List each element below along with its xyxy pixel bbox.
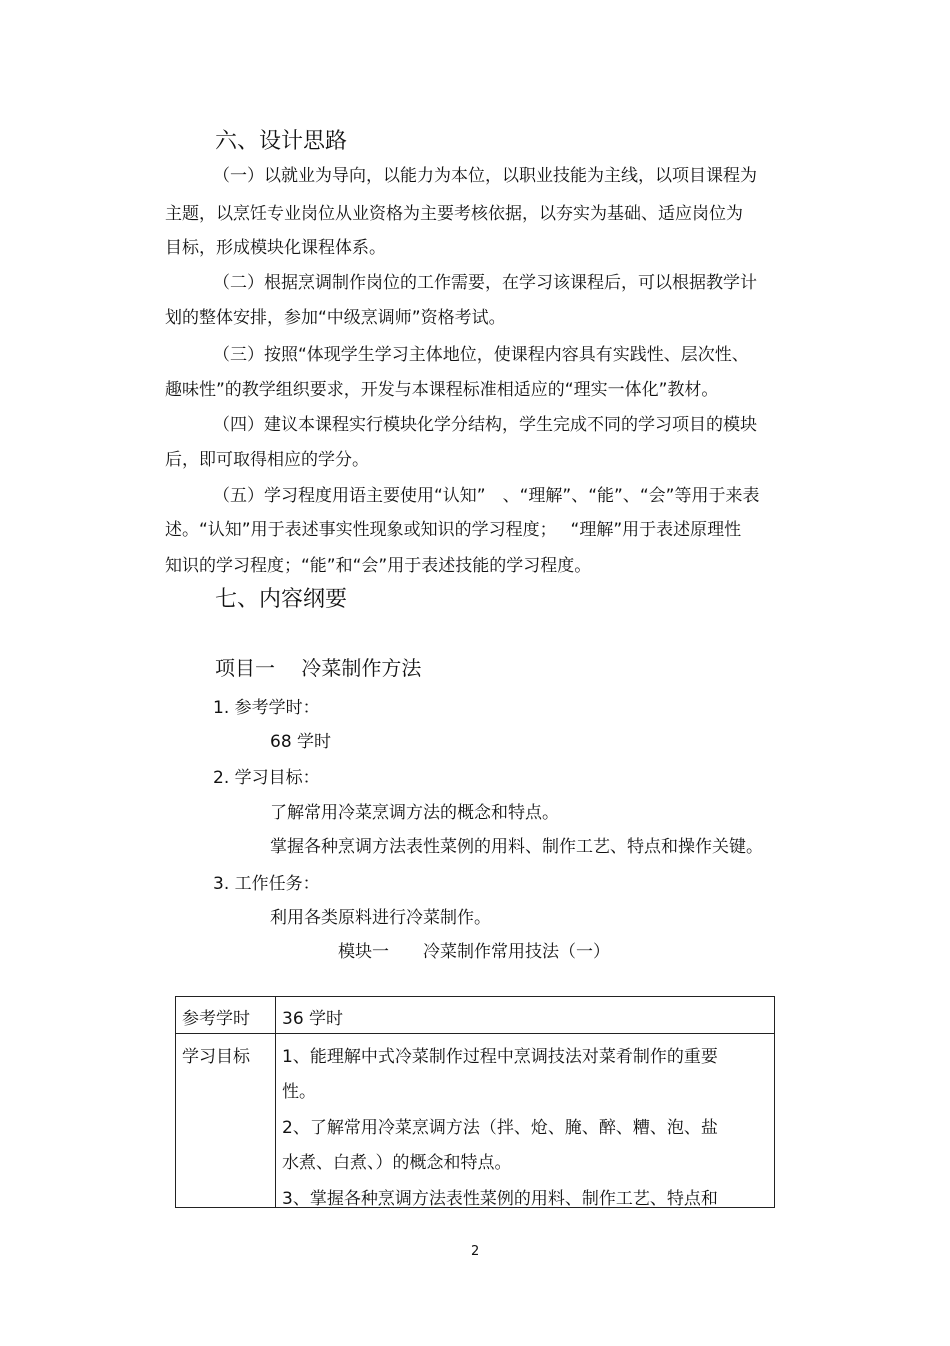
goals-label: 2. 学习目标： [213, 768, 320, 788]
ref-hours-label: 1. 参考学时： [213, 698, 320, 718]
page-number: 2 [471, 1244, 480, 1259]
goal-item: 掌握各种烹调方法表性菜例的用料、制作工艺、特点和操作关键。 [270, 837, 763, 857]
section7-title: 七、内容纲要 [215, 587, 348, 612]
table-divider [275, 997, 276, 1207]
table-row1-label: 参考学时 [182, 1009, 250, 1029]
paragraph-line: 趣味性”的教学组织要求，开发与本课程标准相适应的“理实一体化”教材。 [165, 380, 719, 400]
paragraph-line: 划的整体安排，参加“中级烹调师”资格考试。 [165, 308, 506, 328]
table-divider [176, 1033, 774, 1034]
paragraph-line: （三）按照“体现学生学习主体地位，使课程内容具有实践性、层次性、 [213, 345, 749, 365]
table-row2-line: 水煮、白煮、）的概念和特点。 [282, 1153, 512, 1173]
table-row2-label: 学习目标 [182, 1047, 250, 1067]
ref-hours-value: 68 学时 [270, 732, 332, 752]
paragraph-line: 主题，以烹饪专业岗位从业资格为主要考核依据，以夯实为基础、适应岗位为 [165, 204, 743, 224]
paragraph-line: 述。“认知”用于表述事实性现象或知识的学习程度； “理解”用于表述原理性 [165, 520, 742, 540]
tasks-label: 3. 工作任务： [213, 874, 320, 894]
paragraph-line: 知识的学习程度；“能”和“会”用于表述技能的学习程度。 [165, 556, 592, 576]
task-item: 利用各类原料进行冷菜制作。 [270, 908, 491, 928]
table-row2-line: 1、能理解中式冷菜制作过程中烹调技法对菜肴制作的重要 [282, 1047, 718, 1067]
paragraph-line: （二）根据烹调制作岗位的工作需要，在学习该课程后，可以根据教学计 [213, 273, 757, 293]
paragraph-line: （五）学习程度用语主要使用“认知” 、“理解”、“能”、“会”等用于来表 [213, 486, 760, 506]
paragraph-line: （一）以就业为导向，以能力为本位，以职业技能为主线，以项目课程为 [213, 166, 757, 186]
paragraph-line: 目标，形成模块化课程体系。 [165, 238, 386, 258]
section6-title: 六、设计思路 [215, 129, 348, 154]
table-row2-line: 2、了解常用冷菜烹调方法（拌、炝、腌、醉、糟、泡、盐 [282, 1118, 718, 1138]
goal-item: 了解常用冷菜烹调方法的概念和特点。 [270, 803, 559, 823]
module-title: 模块一 冷菜制作常用技法（一） [338, 942, 610, 962]
module-table [175, 996, 775, 1208]
table-row2-line: 性。 [282, 1082, 316, 1102]
paragraph-line: （四）建议本课程实行模块化学分结构，学生完成不同的学习项目的模块 [213, 415, 757, 435]
paragraph-line: 后，即可取得相应的学分。 [165, 450, 369, 470]
project-title: 项目一 冷菜制作方法 [215, 656, 422, 680]
table-row2-line: 3、掌握各种烹调方法表性菜例的用料、制作工艺、特点和 [282, 1189, 718, 1209]
table-row1-value: 36 学时 [282, 1009, 344, 1029]
